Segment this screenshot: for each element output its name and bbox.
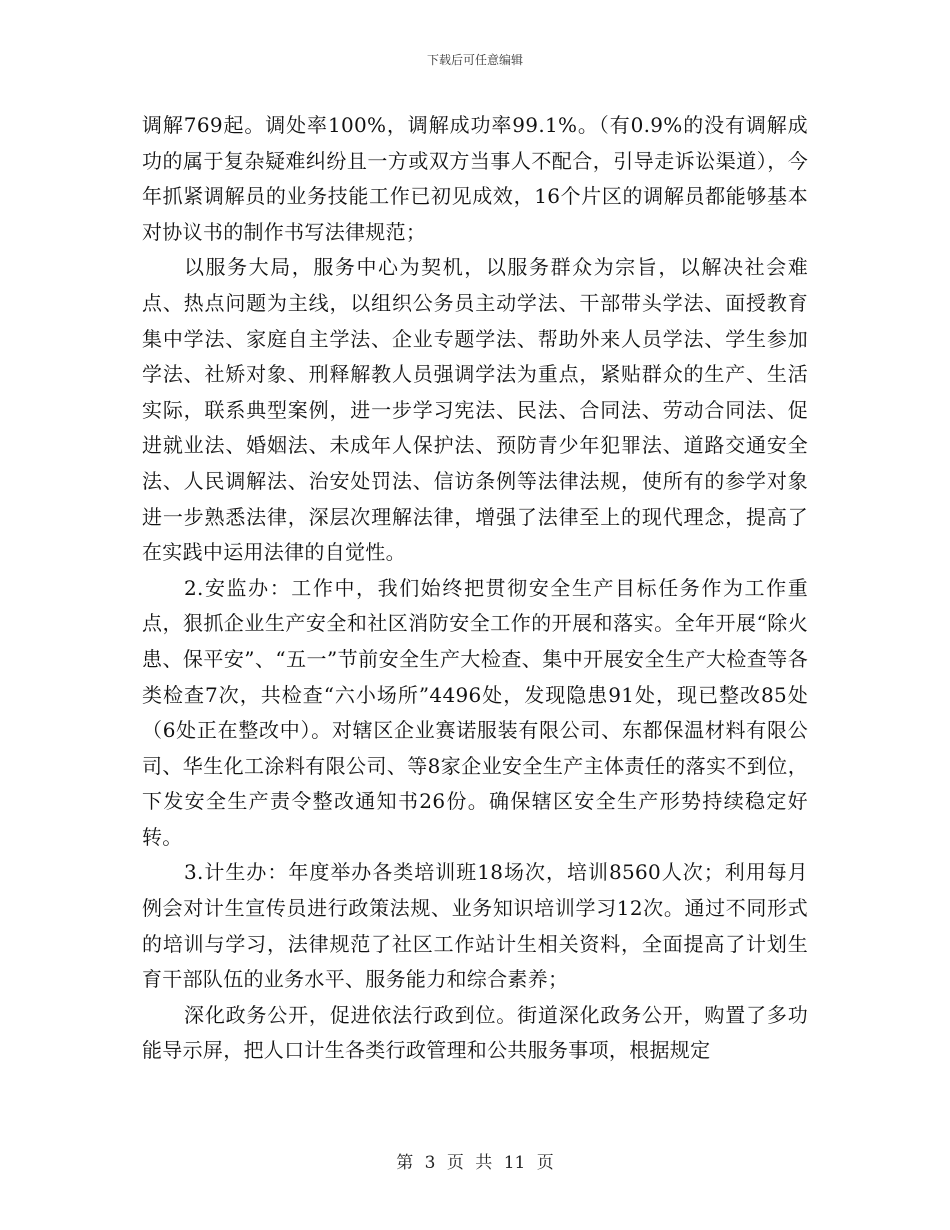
document-body [142, 108, 808, 1069]
page-header-note: 下载后可任意编辑 [426, 53, 523, 67]
page-number-footer: 第 3 页 共 11 页 [396, 1153, 554, 1173]
paragraph-mediation-stats: 调解769起。调处率100%，调解成功率99.1%。（有0.9%的没有调解成功的属于复杂疑难纠纷且一方或双方当事人不配合，引导走诉讼渠道），今年抓紧调解员的业务技能工作已初见成效，16个片区的调解员都能够基本对协议书的制作书写法律规范； [142, 113, 808, 244]
paragraph-government-transparency: 深化政务公开，促进依法行政到位。街道深化政务公开，购置了多功能导示屏，把人口计生各类行政管理和公共服务事项，根据规定 [142, 1002, 808, 1063]
paragraph-legal-education: 以服务大局，服务中心为契机，以服务群众为宗旨，以解决社会难点、热点问题为主线，以组织公务员主动学法、干部带头学法、面授教育集中学法、家庭自主学法、企业专题学法、帮助外来人员学法、学生参加学法、社矫对象、刑释解教人员强调学法为重点，紧贴群众的生产、生活实际，联系典型案例，进一步学习宪法、民法、合同法、劳动合同法、促进就业法、婚姻法、未成年人保护法、预防青少年犯罪法、道路交通安全法、人民调解法、治安处罚法、信访条例等法律法规，使所有的参学对象进一步熟悉法律，深层次理解法律，增强了法律至上的现代理念，提高了在实践中运用法律的自觉性。 [142, 255, 808, 565]
paragraph-family-planning-office: 3.计生办：年度举办各类培训班18场次，培训8560人次；利用每月例会对计生宣传员进行政策法规、业务知识培训学习12次。通过不同形式的培训与学习，法律规范了社区工作站计生相关资料，全面提高了计划生育干部队伍的业务水平、服务能力和综合素养； [142, 860, 808, 992]
paragraph-safety-office: 2.安监办：工作中，我们始终把贯彻安全生产目标任务作为工作重点，狠抓企业生产安全和社区消防安全工作的开展和落实。全年开展“除火患、保平安”、“五一”节前安全生产大检查、集中开展安全生产大检查等各类检查7次，共检查“六小场所”4496处，发现隐患91处，现已整改85处（6处正在整改中）。对辖区企业赛诺服装有限公司、东都保温材料有限公司、华生化工涂料有限公司、等8家企业安全生产主体责任的落实不到位，下发安全生产责令整改通知书26份。确保辖区安全生产形势持续稳定好转。 [142, 575, 808, 849]
